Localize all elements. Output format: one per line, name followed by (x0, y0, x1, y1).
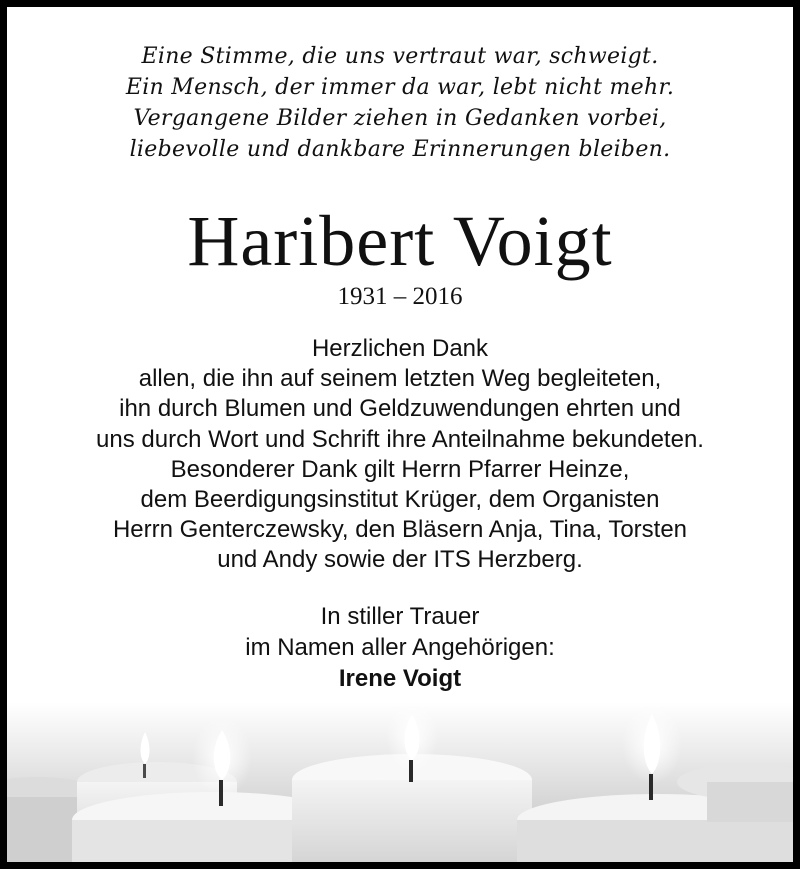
thanks-line: ihn durch Blumen und Geldzuwendungen ehrten und (119, 395, 681, 423)
mourning-signature (7, 601, 793, 694)
mourning-line: im Namen aller Angehörigen: (245, 634, 555, 661)
mourning-line: In stiller Trauer (320, 603, 480, 630)
thanks-line: Besonderer Dank gilt Herrn Pfarrer Heinze, (170, 455, 630, 483)
poem-line: Vergangene Bilder ziehen in Gedanken vorbei, (133, 106, 667, 131)
deceased-name: Haribert Voigt (187, 201, 613, 281)
thanks-line: Herrn Genterczewsky, den Bläsern Anja, Tina, Torsten (112, 516, 688, 544)
poem-line: liebevolle und dankbare Erinnerungen bleiben. (129, 137, 671, 162)
poem-line: Eine Stimme, die uns vertraut war, schweigt. (141, 44, 659, 69)
poem-line: Ein Mensch, der immer da war, lebt nicht mehr. (125, 75, 675, 100)
memorial-poem (7, 41, 793, 165)
thanks-text (7, 334, 793, 576)
thanks-line: Herzlichen Dank (311, 335, 489, 362)
thanks-line: uns durch Wort und Schrift ihre Anteilnahme bekundeten. (96, 425, 704, 453)
signer-name: Irene Voigt (338, 665, 462, 692)
life-dates: 1931 – 2016 (337, 283, 463, 310)
thanks-line: allen, die ihn auf seinem letzten Weg begleiteten, (138, 365, 662, 393)
thanks-line: und Andy sowie der ITS Herzberg. (217, 546, 583, 574)
thanks-line: dem Beerdigungsinstitut Krüger, dem Organisten (140, 486, 660, 514)
candles-icon (7, 702, 793, 862)
candles-image (7, 702, 793, 862)
